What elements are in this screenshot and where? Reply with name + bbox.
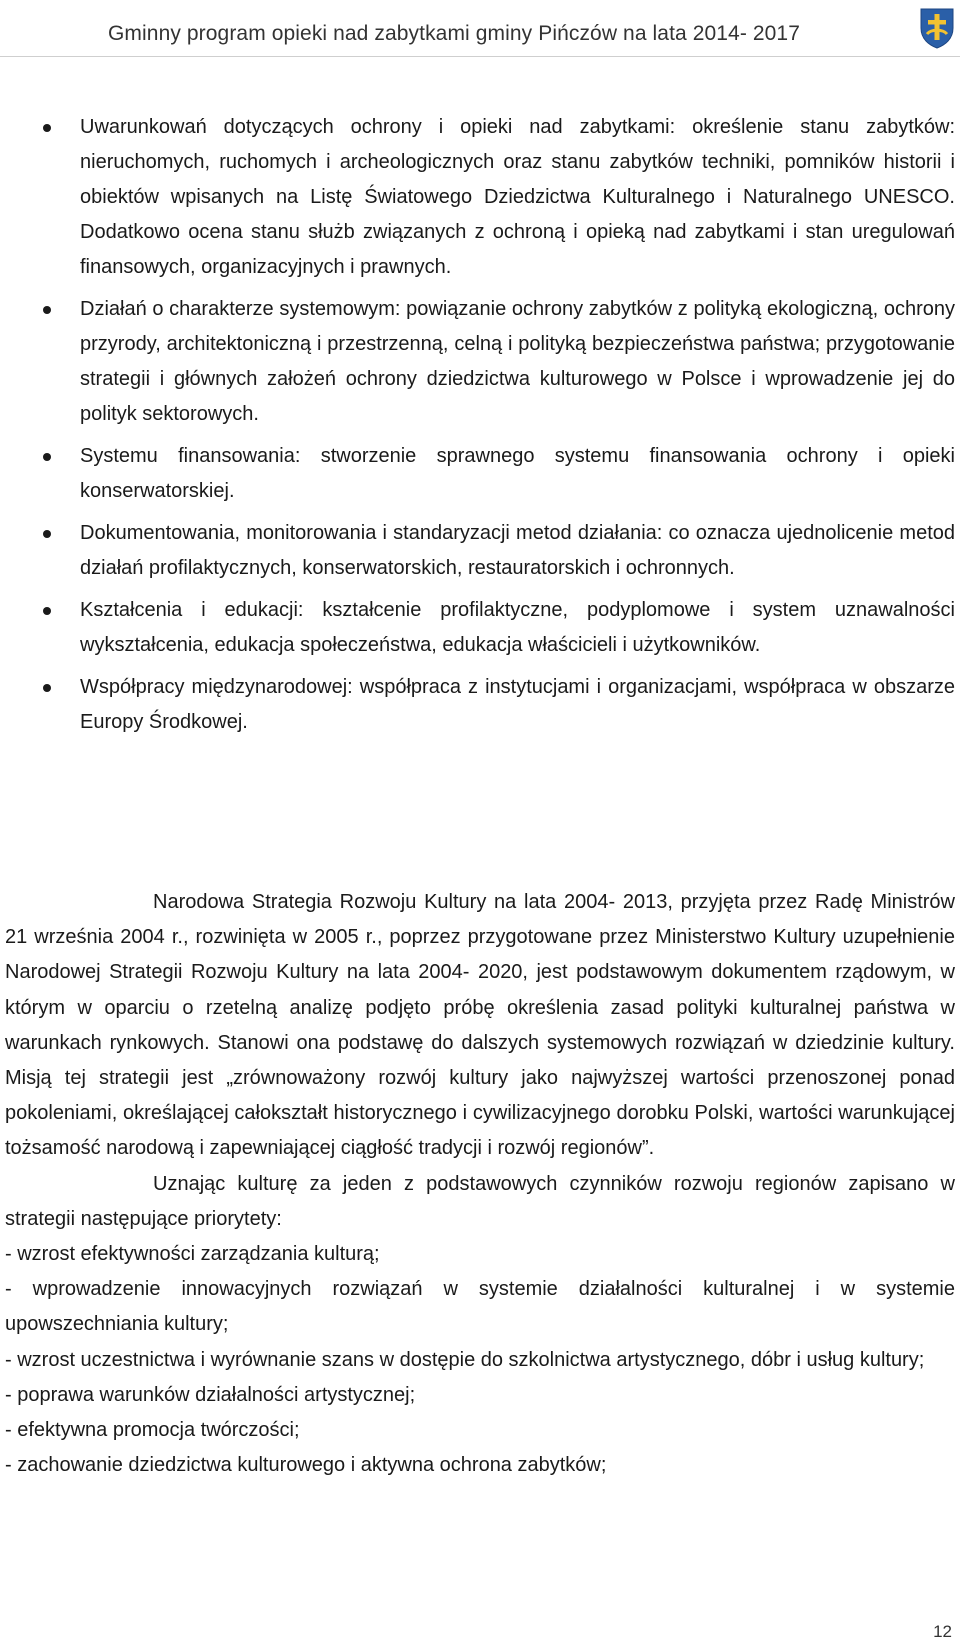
page-header [0, 0, 960, 57]
priority-item: - zachowanie dziedzictwa kulturowego i aktywna ochrona zabytków; [5, 1454, 607, 1477]
bullet-dot [43, 684, 51, 692]
priority-item: - efektywna promocja twórczości; [5, 1419, 300, 1442]
list-item-text: Uwarunkowań dotyczących ochrony i opieki nad zabytkami: określenie stanu zabytków: nieruchomych, ruchomych i archeologicznych oraz stanu zabytków techniki, pomników historii i obiektów wpisanych na Listę Światowego Dziedzictwa Kulturalnego i Naturalnego UNESCO. Dodatkowo ocena stanu służb związanych z ochroną i opieką nad zabytkami i stan uregulowań finansowych, organizacyjnych i prawnych. [80, 116, 955, 278]
priority-item: - wzrost efektywności zarządzania kulturą; [5, 1243, 380, 1266]
list-item-text: Dokumentowania, monitorowania i standaryzacji metod działania: co oznacza ujednolicenie metod działań profilaktycznych, konserwatorskich, restauratorskich i ochronnych. [80, 522, 955, 579]
list-item-text: Kształcenia i edukacji: kształcenie profilaktyczne, podyplomowe i system uznawalności wykształcenia, edukacja społeczeństwa, edukacja właścicieli i użytkowników. [80, 599, 955, 656]
bullet-dot [43, 124, 51, 132]
list-item [0, 439, 960, 509]
priority-item: - wzrost uczestnictwa i wyrównanie szans w dostępie do szkolnictwa artystycznego, dóbr i usług kultury; [5, 1348, 925, 1371]
bullet-list [0, 110, 960, 740]
list-item [0, 110, 960, 285]
list-item [0, 292, 960, 432]
list-item-text: Systemu finansowania: stworzenie sprawnego systemu finansowania ochrony i opieki konserwatorskiej. [80, 445, 955, 502]
list-item [0, 670, 960, 740]
bullet-dot [43, 453, 51, 461]
list-item-text: Działań o charakterze systemowym: powiązanie ochrony zabytków z polityką ekologiczną, ochrony przyrody, architektoniczną i przestrzenną, celną i polityką bezpieczeństwa państwa; przygotowanie strategii i głównych założeń ochrony dziedzictwa kulturowego w Polsce i wprowadzenie jej do polityk sektorowych. [80, 298, 955, 425]
page-number: 12 [933, 1622, 952, 1641]
coat-of-arms-icon [918, 6, 956, 50]
header-title: Gminny program opieki nad zabytkami gminy Pińczów na lata 2014- 2017 [108, 22, 800, 45]
list-item-text: Współpracy międzynarodowej: współpraca z instytucjami i organizacjami, współpraca w obszarze Europy Środkowej. [80, 676, 955, 733]
strategy-paragraph: Narodowa Strategia Rozwoju Kultury na lata 2004- 2013, przyjęta przez Radę Ministrów 21 września 2004 r., rozwinięta w 2005 r., poprzez przygotowane przez Ministerstwo Kultury uzupełnienie Narodowej Strategii Rozwoju Kultury na lata 2004- 2020, jest podstawowym dokumentem rządowym, w którym w oparciu o rzetelną analizę podjęto próbę określenia zasad polityki kulturalnej państwa w warunkach rynkowych. Stanowi ona podstawę do dalszych systemowych rozwiązań w dziedzinie kultury. Misją tej strategii jest „zrównoważony rozwój kultury jako najwyższej wartości przenoszonej ponad pokoleniami, określającej całokształt historycznego i cywilizacyjnego dorobku Polski, wartości warunkującej tożsamość narodową i zapewniającej ciągłość tradycji i rozwój regionów”. [5, 891, 955, 1160]
body-text [5, 885, 955, 1483]
bullet-dot [43, 607, 51, 615]
bullet-dot [43, 306, 51, 314]
priorities-intro: Uznając kulturę za jeden z podstawowych czynników rozwoju regionów zapisano w strategii następujące priorytety: [5, 1172, 955, 1230]
bullet-dot [43, 530, 51, 538]
list-item [0, 593, 960, 663]
priority-item: - wprowadzenie innowacyjnych rozwiązań w systemie działalności kulturalnej i w systemie upowszechniania kultury; [5, 1278, 955, 1336]
priority-item: - poprawa warunków działalności artystycznej; [5, 1383, 416, 1406]
list-item [0, 516, 960, 586]
